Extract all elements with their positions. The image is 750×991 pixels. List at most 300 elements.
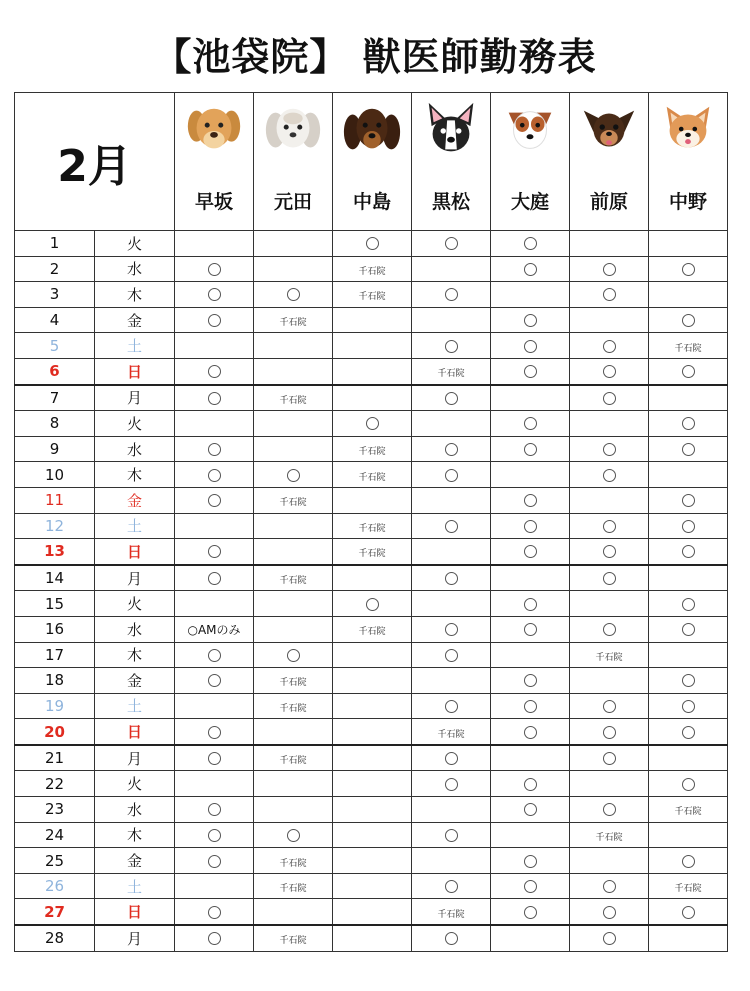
shift-cell	[254, 565, 333, 591]
on-duty-mark	[208, 365, 221, 378]
shift-cell	[333, 668, 412, 694]
shift-cell	[412, 925, 491, 951]
table-row	[15, 925, 728, 951]
shift-cell	[333, 873, 412, 899]
shift-cell	[412, 591, 491, 617]
shift-cell	[491, 487, 570, 513]
on-duty-mark	[445, 469, 458, 482]
page-title: 【池袋院】 獣医師勤務表	[153, 35, 597, 79]
shift-cell	[412, 822, 491, 848]
on-duty-mark	[603, 392, 616, 405]
weekday-cell: 日	[95, 358, 175, 384]
on-duty-mark	[366, 598, 379, 611]
shift-cell	[333, 385, 412, 411]
shift-cell	[570, 333, 649, 359]
shift-cell	[175, 513, 254, 539]
shift-cell	[333, 693, 412, 719]
shift-cell	[570, 873, 649, 899]
branch-label: 千石院	[437, 729, 465, 740]
on-duty-mark	[208, 674, 221, 687]
on-duty-mark	[445, 752, 458, 765]
on-duty-mark	[682, 494, 695, 507]
on-duty-mark	[603, 469, 616, 482]
weekday-cell: 土	[95, 873, 175, 899]
shift-cell	[412, 256, 491, 282]
table-row	[15, 848, 728, 874]
shift-cell	[333, 358, 412, 384]
shift-cell	[333, 307, 412, 333]
shift-cell	[175, 771, 254, 797]
on-duty-mark	[682, 520, 695, 533]
date-cell: 13	[15, 539, 95, 565]
shift-cell	[412, 873, 491, 899]
shift-cell	[491, 925, 570, 951]
table-row	[15, 797, 728, 823]
branch-label: 千石院	[358, 472, 386, 483]
on-duty-mark	[445, 288, 458, 301]
table-row	[15, 487, 728, 513]
on-duty-mark	[445, 443, 458, 456]
shift-cell	[570, 719, 649, 745]
month-label: 2月	[15, 93, 175, 231]
shift-cell	[491, 539, 570, 565]
shift-cell	[412, 693, 491, 719]
shift-cell	[570, 925, 649, 951]
shift-cell	[175, 745, 254, 771]
shift-cell	[254, 616, 333, 642]
on-duty-mark	[603, 803, 616, 816]
shift-cell	[254, 282, 333, 308]
shift-cell	[412, 462, 491, 488]
doctor-header	[649, 93, 728, 231]
weekday-cell: 月	[95, 565, 175, 591]
doctor-name: 大庭	[510, 191, 549, 213]
shift-cell	[491, 358, 570, 384]
on-duty-mark	[682, 598, 695, 611]
table-row	[15, 462, 728, 488]
branch-label: 千石院	[279, 318, 307, 329]
shift-cell	[491, 513, 570, 539]
shift-cell	[175, 616, 254, 642]
shift-cell	[570, 797, 649, 823]
doctor-name: 前原	[589, 191, 628, 213]
shift-cell	[254, 513, 333, 539]
shift-cell	[649, 797, 728, 823]
shift-cell	[649, 745, 728, 771]
doctor-name: 元田	[273, 191, 312, 213]
jack-russell-icon	[499, 99, 561, 161]
on-duty-mark	[208, 263, 221, 276]
on-duty-mark	[208, 314, 221, 327]
shift-cell	[333, 256, 412, 282]
shift-cell	[333, 462, 412, 488]
shift-cell	[649, 925, 728, 951]
date-cell: 20	[15, 719, 95, 745]
doctor-header	[254, 93, 333, 231]
on-duty-mark	[445, 700, 458, 713]
branch-label: 千石院	[279, 576, 307, 587]
shift-cell	[412, 616, 491, 642]
french-bulldog-icon	[420, 99, 482, 161]
weekday-cell: 月	[95, 925, 175, 951]
on-duty-mark	[524, 803, 537, 816]
shift-cell	[175, 591, 254, 617]
shift-cell	[412, 436, 491, 462]
on-duty-mark	[682, 365, 695, 378]
weekday-cell: 火	[95, 231, 175, 257]
shift-cell	[570, 231, 649, 257]
shift-cell	[175, 282, 254, 308]
shift-cell	[254, 385, 333, 411]
table-row	[15, 616, 728, 642]
on-duty-mark	[287, 829, 300, 842]
shift-cell	[254, 668, 333, 694]
on-duty-mark	[208, 572, 221, 585]
on-duty-mark	[524, 880, 537, 893]
date-cell: 3	[15, 282, 95, 308]
shift-cell	[570, 899, 649, 925]
shiba-icon	[657, 99, 719, 161]
on-duty-mark	[524, 263, 537, 276]
table-row	[15, 873, 728, 899]
shift-cell	[570, 668, 649, 694]
on-duty-mark	[682, 417, 695, 430]
on-duty-mark	[524, 855, 537, 868]
shift-cell	[254, 231, 333, 257]
shift-cell	[412, 668, 491, 694]
shift-cell	[333, 719, 412, 745]
shift-cell	[570, 411, 649, 437]
shift-cell	[649, 436, 728, 462]
shift-cell	[570, 487, 649, 513]
branch-label: 千石院	[358, 447, 386, 458]
branch-label: 千石院	[279, 678, 307, 689]
on-duty-mark	[445, 932, 458, 945]
branch-label: 千石院	[437, 909, 465, 920]
shift-cell	[254, 436, 333, 462]
dachshund-icon	[341, 99, 403, 161]
shift-cell	[333, 487, 412, 513]
table-row	[15, 358, 728, 384]
shift-cell	[175, 693, 254, 719]
table-row	[15, 719, 728, 745]
weekday-cell: 木	[95, 282, 175, 308]
shift-cell	[175, 925, 254, 951]
date-cell: 27	[15, 899, 95, 925]
shift-cell	[412, 745, 491, 771]
on-duty-mark	[445, 340, 458, 353]
date-cell: 7	[15, 385, 95, 411]
shift-cell	[570, 693, 649, 719]
weekday-cell: 木	[95, 822, 175, 848]
shift-cell	[491, 745, 570, 771]
on-duty-mark	[682, 726, 695, 739]
shift-cell	[649, 873, 728, 899]
branch-label: 千石院	[674, 343, 702, 354]
date-cell: 24	[15, 822, 95, 848]
on-duty-mark	[682, 443, 695, 456]
shift-cell	[333, 899, 412, 925]
date-cell: 5	[15, 333, 95, 359]
shift-cell	[333, 282, 412, 308]
branch-label: 千石院	[358, 292, 386, 303]
on-duty-mark	[445, 880, 458, 893]
on-duty-mark	[603, 700, 616, 713]
doctor-header	[333, 93, 412, 231]
shift-cell	[175, 565, 254, 591]
date-cell: 17	[15, 642, 95, 668]
shift-cell	[649, 616, 728, 642]
shift-cell	[333, 797, 412, 823]
on-duty-mark	[208, 545, 221, 558]
on-duty-mark	[208, 855, 221, 868]
on-duty-mark	[524, 623, 537, 636]
shift-cell	[333, 436, 412, 462]
shift-cell	[254, 873, 333, 899]
on-duty-mark	[603, 623, 616, 636]
branch-label: 千石院	[279, 498, 307, 509]
branch-label: 千石院	[437, 369, 465, 380]
shift-cell	[254, 719, 333, 745]
shift-cell	[412, 565, 491, 591]
shift-cell	[491, 333, 570, 359]
chihuahua-icon	[578, 99, 640, 161]
shift-cell	[491, 822, 570, 848]
branch-label: 千石院	[279, 756, 307, 767]
on-duty-mark	[366, 237, 379, 250]
shift-cell	[412, 385, 491, 411]
on-duty-mark	[445, 649, 458, 662]
shift-cell	[491, 771, 570, 797]
on-duty-mark	[603, 288, 616, 301]
shift-cell	[254, 925, 333, 951]
weekday-cell: 水	[95, 797, 175, 823]
on-duty-mark	[524, 906, 537, 919]
shift-cell	[175, 797, 254, 823]
shift-cell	[254, 642, 333, 668]
on-duty-mark	[208, 288, 221, 301]
date-cell: 25	[15, 848, 95, 874]
shift-cell	[175, 436, 254, 462]
shift-cell	[333, 616, 412, 642]
table-row	[15, 899, 728, 925]
shift-cell	[570, 848, 649, 874]
shift-cell	[333, 591, 412, 617]
on-duty-mark	[208, 906, 221, 919]
doctor-name: 早坂	[194, 191, 233, 213]
weekday-cell: 金	[95, 487, 175, 513]
branch-label: 千石院	[358, 266, 386, 277]
weekday-cell: 木	[95, 462, 175, 488]
weekday-cell: 水	[95, 436, 175, 462]
on-duty-mark	[208, 443, 221, 456]
shift-cell	[491, 385, 570, 411]
date-cell: 1	[15, 231, 95, 257]
on-duty-mark	[682, 623, 695, 636]
shift-cell	[254, 899, 333, 925]
shift-cell	[649, 487, 728, 513]
shift-cell	[570, 771, 649, 797]
on-duty-mark	[208, 469, 221, 482]
table-row	[15, 539, 728, 565]
on-duty-mark	[208, 803, 221, 816]
shift-cell	[649, 771, 728, 797]
on-duty-mark	[208, 494, 221, 507]
shift-cell	[254, 693, 333, 719]
doctor-header	[175, 93, 254, 231]
on-duty-mark	[682, 674, 695, 687]
shift-cell	[254, 539, 333, 565]
date-cell: 4	[15, 307, 95, 333]
on-duty-mark	[603, 572, 616, 585]
shift-cell	[570, 385, 649, 411]
date-cell: 6	[15, 358, 95, 384]
branch-label: 千石院	[279, 703, 307, 714]
shift-cell	[333, 539, 412, 565]
shift-cell	[175, 719, 254, 745]
shift-cell	[412, 333, 491, 359]
table-row	[15, 411, 728, 437]
on-duty-mark	[524, 726, 537, 739]
date-cell: 28	[15, 925, 95, 951]
weekday-cell: 土	[95, 333, 175, 359]
shift-cell	[649, 282, 728, 308]
date-cell: 26	[15, 873, 95, 899]
shift-cell	[333, 333, 412, 359]
shift-cell	[491, 719, 570, 745]
shift-cell	[570, 307, 649, 333]
shift-cell	[254, 848, 333, 874]
branch-label: 千石院	[279, 884, 307, 895]
shift-cell	[570, 539, 649, 565]
shift-cell	[254, 487, 333, 513]
shift-cell	[333, 822, 412, 848]
shift-cell	[570, 282, 649, 308]
shift-cell	[491, 565, 570, 591]
shift-cell	[175, 358, 254, 384]
on-duty-mark	[524, 520, 537, 533]
shift-cell	[649, 642, 728, 668]
shift-cell	[570, 256, 649, 282]
date-cell: 18	[15, 668, 95, 694]
on-duty-mark	[603, 263, 616, 276]
shift-cell	[649, 462, 728, 488]
table-row	[15, 771, 728, 797]
on-duty-mark	[682, 263, 695, 276]
shift-cell	[491, 899, 570, 925]
weekday-cell: 火	[95, 411, 175, 437]
shift-cell	[333, 745, 412, 771]
on-duty-mark	[524, 443, 537, 456]
shift-cell	[175, 873, 254, 899]
table-row	[15, 693, 728, 719]
shift-cell	[649, 256, 728, 282]
shift-cell	[175, 487, 254, 513]
on-duty-mark	[208, 752, 221, 765]
shift-cell	[649, 513, 728, 539]
table-row	[15, 282, 728, 308]
date-cell: 11	[15, 487, 95, 513]
shift-cell	[175, 848, 254, 874]
weekday-cell: 土	[95, 693, 175, 719]
shift-cell	[412, 307, 491, 333]
on-duty-mark	[445, 778, 458, 791]
table-row	[15, 256, 728, 282]
shift-cell	[491, 462, 570, 488]
on-duty-mark	[208, 726, 221, 739]
shift-cell	[570, 513, 649, 539]
shift-cell	[649, 358, 728, 384]
shift-cell	[412, 539, 491, 565]
shift-cell	[333, 411, 412, 437]
shift-cell	[649, 385, 728, 411]
on-duty-mark	[524, 417, 537, 430]
on-duty-mark	[524, 365, 537, 378]
shift-cell	[175, 307, 254, 333]
shift-cell	[649, 693, 728, 719]
date-cell: 22	[15, 771, 95, 797]
branch-label: 千石院	[674, 884, 702, 895]
shift-cell	[491, 231, 570, 257]
weekday-cell: 木	[95, 642, 175, 668]
shift-cell	[412, 282, 491, 308]
weekday-cell: 金	[95, 848, 175, 874]
on-duty-mark	[524, 674, 537, 687]
on-duty-mark	[682, 314, 695, 327]
weekday-cell: 水	[95, 256, 175, 282]
on-duty-mark	[524, 340, 537, 353]
on-duty-mark	[208, 392, 221, 405]
shift-cell	[491, 797, 570, 823]
date-cell: 8	[15, 411, 95, 437]
on-duty-mark	[524, 700, 537, 713]
branch-label: 千石院	[279, 395, 307, 406]
on-duty-mark	[524, 778, 537, 791]
on-duty-mark	[524, 494, 537, 507]
on-duty-mark	[603, 906, 616, 919]
weekday-cell: 火	[95, 591, 175, 617]
shift-cell	[491, 848, 570, 874]
weekday-cell: 月	[95, 385, 175, 411]
shift-cell	[491, 693, 570, 719]
shift-cell	[333, 925, 412, 951]
shift-cell	[570, 616, 649, 642]
on-duty-mark	[208, 829, 221, 842]
shift-cell	[491, 282, 570, 308]
shift-cell	[570, 436, 649, 462]
shift-cell	[175, 539, 254, 565]
shift-cell	[175, 462, 254, 488]
on-duty-mark	[445, 392, 458, 405]
shift-cell	[254, 462, 333, 488]
shift-cell	[649, 822, 728, 848]
shift-cell	[175, 411, 254, 437]
shift-cell	[412, 642, 491, 668]
shift-cell	[570, 591, 649, 617]
on-duty-mark	[445, 237, 458, 250]
table-row	[15, 436, 728, 462]
shift-cell	[570, 462, 649, 488]
shift-cell	[333, 642, 412, 668]
golden-retriever-icon	[183, 99, 245, 161]
shift-cell	[412, 411, 491, 437]
date-cell: 14	[15, 565, 95, 591]
on-duty-mark	[682, 778, 695, 791]
date-cell: 23	[15, 797, 95, 823]
on-duty-mark	[445, 572, 458, 585]
shift-cell	[412, 899, 491, 925]
table-row	[15, 307, 728, 333]
